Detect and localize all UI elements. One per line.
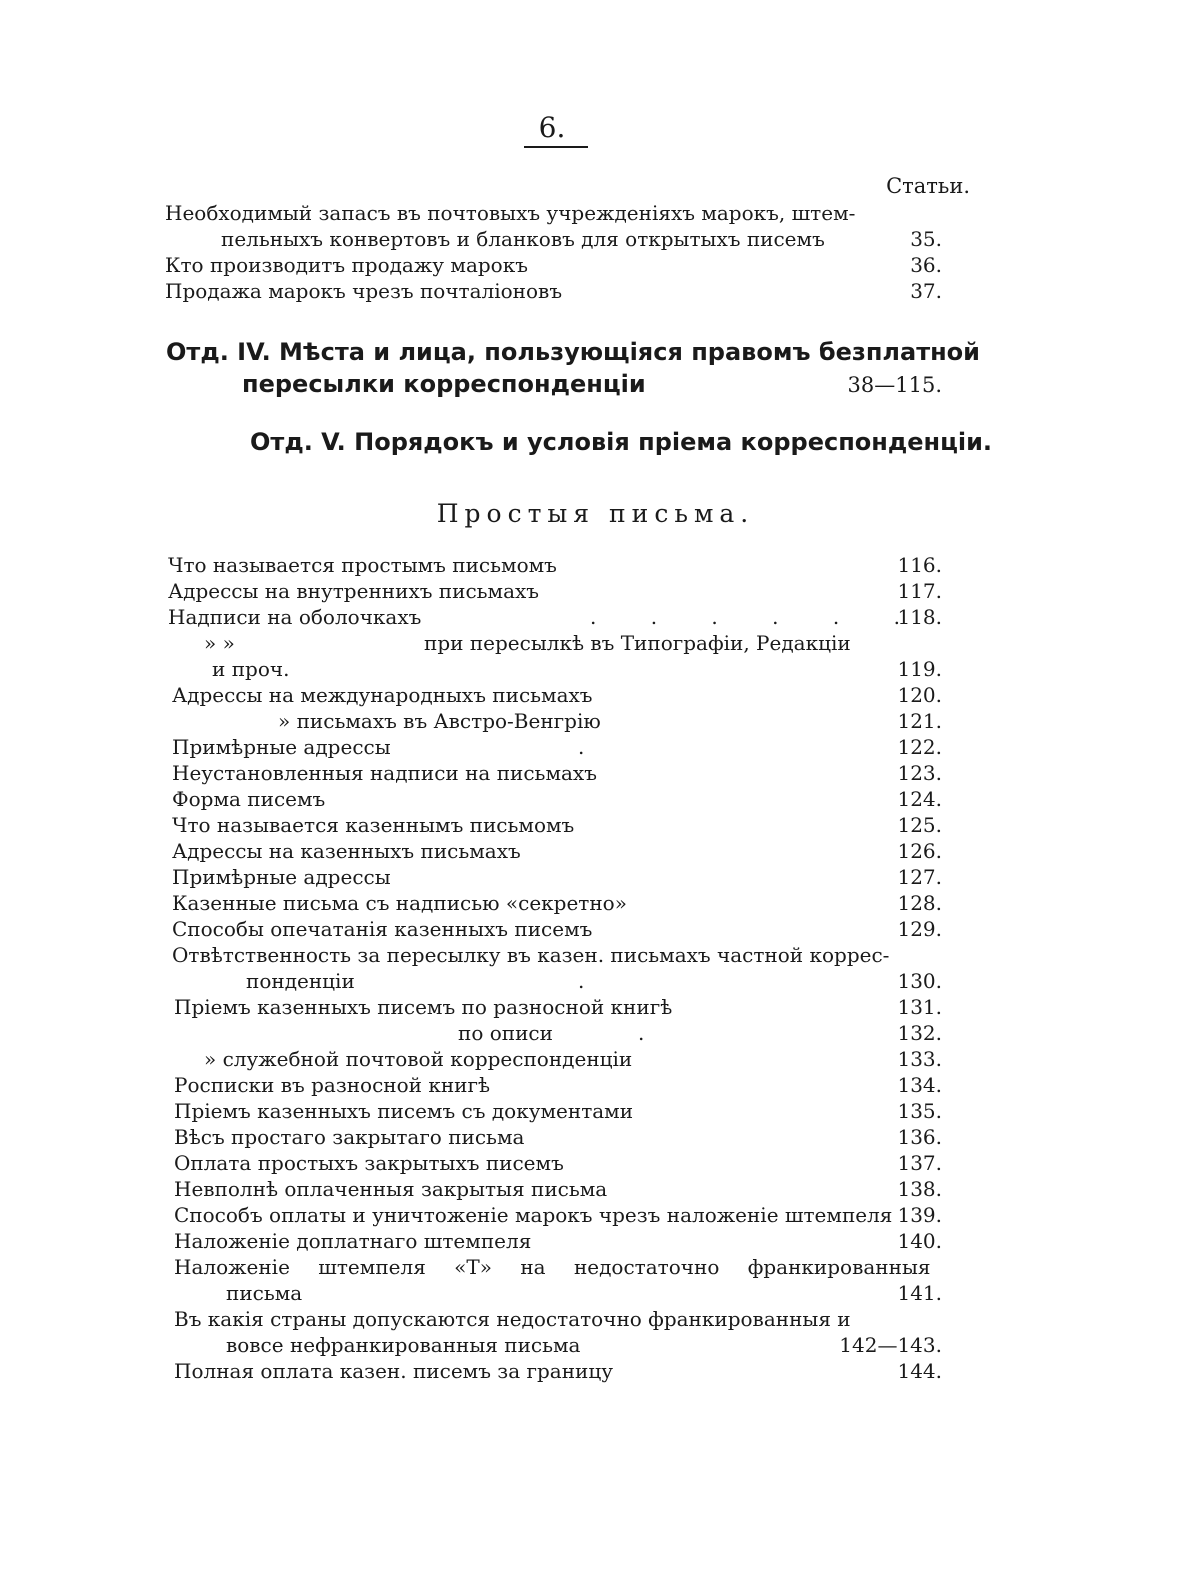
entry-number: 126. xyxy=(897,839,942,863)
list-item xyxy=(168,1280,942,1306)
entry-number: 144. xyxy=(897,1359,942,1383)
entry-text: » служебной почтовой корреспонденціи xyxy=(204,1047,633,1071)
entry-number: 131. xyxy=(897,995,942,1019)
entry-text: пельныхъ конвертовъ и бланковъ для открытыхъ писемъ xyxy=(221,227,825,251)
dot-leader: . . . . . . xyxy=(590,605,900,629)
entry-text: Примѣрные адрессы xyxy=(172,735,391,759)
entry-number: 135. xyxy=(897,1099,942,1123)
list-item xyxy=(168,1306,942,1332)
list-item xyxy=(168,1150,942,1176)
entry-number: 124. xyxy=(897,787,942,811)
list-item xyxy=(168,1358,942,1384)
section-iv-number-row xyxy=(780,372,942,398)
list-item xyxy=(168,1332,942,1358)
entry-text: и проч. xyxy=(212,657,290,681)
entry-text: Способъ оплаты и уничтоженіе марокъ чрезъ наложеніе штемпеля xyxy=(174,1203,893,1227)
list-item xyxy=(168,942,942,968)
entry-number: 139. xyxy=(897,1203,942,1227)
list-item xyxy=(168,760,942,786)
entry-number: 122. xyxy=(897,735,942,759)
entry-number: 123. xyxy=(897,761,942,785)
entry-number: 134. xyxy=(897,1073,942,1097)
entry-text: Пріемъ казенныхъ писемъ съ документами xyxy=(174,1099,634,1123)
section-iv-heading: Отд. IV. Мѣста и лица, пользующіяся правомъ безплатной xyxy=(166,338,980,366)
page-number: 6. xyxy=(538,111,566,144)
list-item xyxy=(168,786,942,812)
list-item xyxy=(168,994,942,1020)
entry-text: вовсе нефранкированныя письма xyxy=(226,1333,581,1357)
list-item xyxy=(168,604,942,630)
entry-text-continued: при пересылкѣ въ Типографіи, Редакціи xyxy=(424,631,851,655)
list-item xyxy=(168,578,942,604)
section-iv-heading-cont: пересылки корреспонденціи xyxy=(242,370,646,398)
list-item xyxy=(168,838,942,864)
list-item xyxy=(165,252,942,278)
entry-number: 132. xyxy=(897,1021,942,1045)
entry-number: 117. xyxy=(897,579,942,603)
dot-leader: . xyxy=(578,735,585,759)
list-item xyxy=(168,1228,942,1254)
entry-text: Примѣрные адрессы xyxy=(172,865,391,889)
entry-text: Наложеніе штемпеля «Т» на недостаточно франкированныя xyxy=(174,1255,931,1279)
dot-leader: . xyxy=(578,969,585,993)
entry-text: Адрессы на внутреннихъ письмахъ xyxy=(168,579,540,603)
entry-number: 118. xyxy=(897,605,942,629)
entry-number: 120. xyxy=(897,683,942,707)
entry-number: 125. xyxy=(897,813,942,837)
entry-number: 130. xyxy=(897,969,942,993)
entry-text: Наложеніе доплатнаго штемпеля xyxy=(174,1229,532,1253)
entry-text: Форма писемъ xyxy=(172,787,326,811)
list-item xyxy=(168,864,942,890)
entry-text: Кто производитъ продажу марокъ xyxy=(165,253,528,277)
list-item xyxy=(168,1124,942,1150)
entry-text: Оплата простыхъ закрытыхъ писемъ xyxy=(174,1151,564,1175)
entry-number: 127. xyxy=(897,865,942,889)
entry-text: Росписки въ разносной книгѣ xyxy=(174,1073,491,1097)
entry-number: 35. xyxy=(910,227,942,251)
entry-text: Казенные письма съ надписью «секретно» xyxy=(172,891,627,915)
entry-number: 119. xyxy=(897,657,942,681)
entry-number: 133. xyxy=(897,1047,942,1071)
entry-number: 138. xyxy=(897,1177,942,1201)
entry-number: 129. xyxy=(897,917,942,941)
entry-number: 142—143. xyxy=(839,1333,942,1357)
entry-text: Вѣсъ простаго закрытаго письма xyxy=(174,1125,525,1149)
entry-text: » » xyxy=(204,631,235,655)
entry-text: » письмахъ въ Австро-Венгрію xyxy=(278,709,601,733)
entry-text: письма xyxy=(226,1281,303,1305)
list-item xyxy=(168,682,942,708)
list-item xyxy=(168,1098,942,1124)
entry-text: Продажа марокъ чрезъ почталіоновъ xyxy=(165,279,563,303)
list-item xyxy=(168,1176,942,1202)
entry-number: 128. xyxy=(897,891,942,915)
entry-text: Неустановленныя надписи на письмахъ xyxy=(172,761,597,785)
entry-text: Невполнѣ оплаченныя закрытыя письма xyxy=(174,1177,608,1201)
list-item xyxy=(168,1046,942,1072)
entry-number: 137. xyxy=(897,1151,942,1175)
list-item xyxy=(168,1020,942,1046)
entry-number: 36. xyxy=(910,253,942,277)
entry-number: 121. xyxy=(897,709,942,733)
entry-text: Что называется простымъ письмомъ xyxy=(168,553,557,577)
list-item xyxy=(168,1072,942,1098)
list-item xyxy=(168,656,942,682)
list-item xyxy=(168,630,942,656)
page-number-underline xyxy=(524,146,588,148)
list-item xyxy=(168,1202,942,1228)
list-item xyxy=(168,890,942,916)
entry-number: 116. xyxy=(897,553,942,577)
entry-text: понденціи xyxy=(246,969,355,993)
entry-text: Въ какія страны допускаются недостаточно франкированныя и xyxy=(174,1307,851,1331)
column-header: Статьи. xyxy=(886,174,970,198)
list-item xyxy=(168,1254,942,1280)
dot-leader: . xyxy=(638,1021,645,1045)
entry-text: Полная оплата казен. писемъ за границу xyxy=(174,1359,613,1383)
entry-number: 37. xyxy=(910,279,942,303)
list-item xyxy=(168,812,942,838)
list-item xyxy=(165,200,942,226)
entry-text: Что называется казеннымъ письмомъ xyxy=(172,813,575,837)
section-iv-number: 38—115. xyxy=(847,373,942,397)
entry-text: по описи xyxy=(458,1021,553,1045)
entry-text: Необходимый запасъ въ почтовыхъ учрежденіяхъ марокъ, штем- xyxy=(165,201,856,225)
entry-number: 140. xyxy=(897,1229,942,1253)
entry-number: 141. xyxy=(897,1281,942,1305)
list-item xyxy=(168,734,942,760)
entry-text: Отвѣтственность за пересылку въ казен. письмахъ частной коррес- xyxy=(172,943,890,967)
entry-text: Пріемъ казенныхъ писемъ по разносной книгѣ xyxy=(174,995,673,1019)
entry-text: Адрессы на международныхъ письмахъ xyxy=(172,683,593,707)
subsection-title: Простыя письма. xyxy=(436,499,755,528)
list-item xyxy=(168,708,942,734)
list-item xyxy=(165,278,942,304)
list-item xyxy=(168,552,942,578)
entry-text: Надписи на оболочкахъ xyxy=(168,605,422,629)
entry-number: 136. xyxy=(897,1125,942,1149)
list-item xyxy=(165,226,942,252)
section-v-heading: Отд. V. Порядокъ и условія пріема корреспонденціи. xyxy=(250,428,993,456)
list-item xyxy=(168,968,942,994)
list-item xyxy=(168,916,942,942)
entry-text: Способы опечатанія казенныхъ писемъ xyxy=(172,917,593,941)
entry-text: Адрессы на казенныхъ письмахъ xyxy=(172,839,521,863)
